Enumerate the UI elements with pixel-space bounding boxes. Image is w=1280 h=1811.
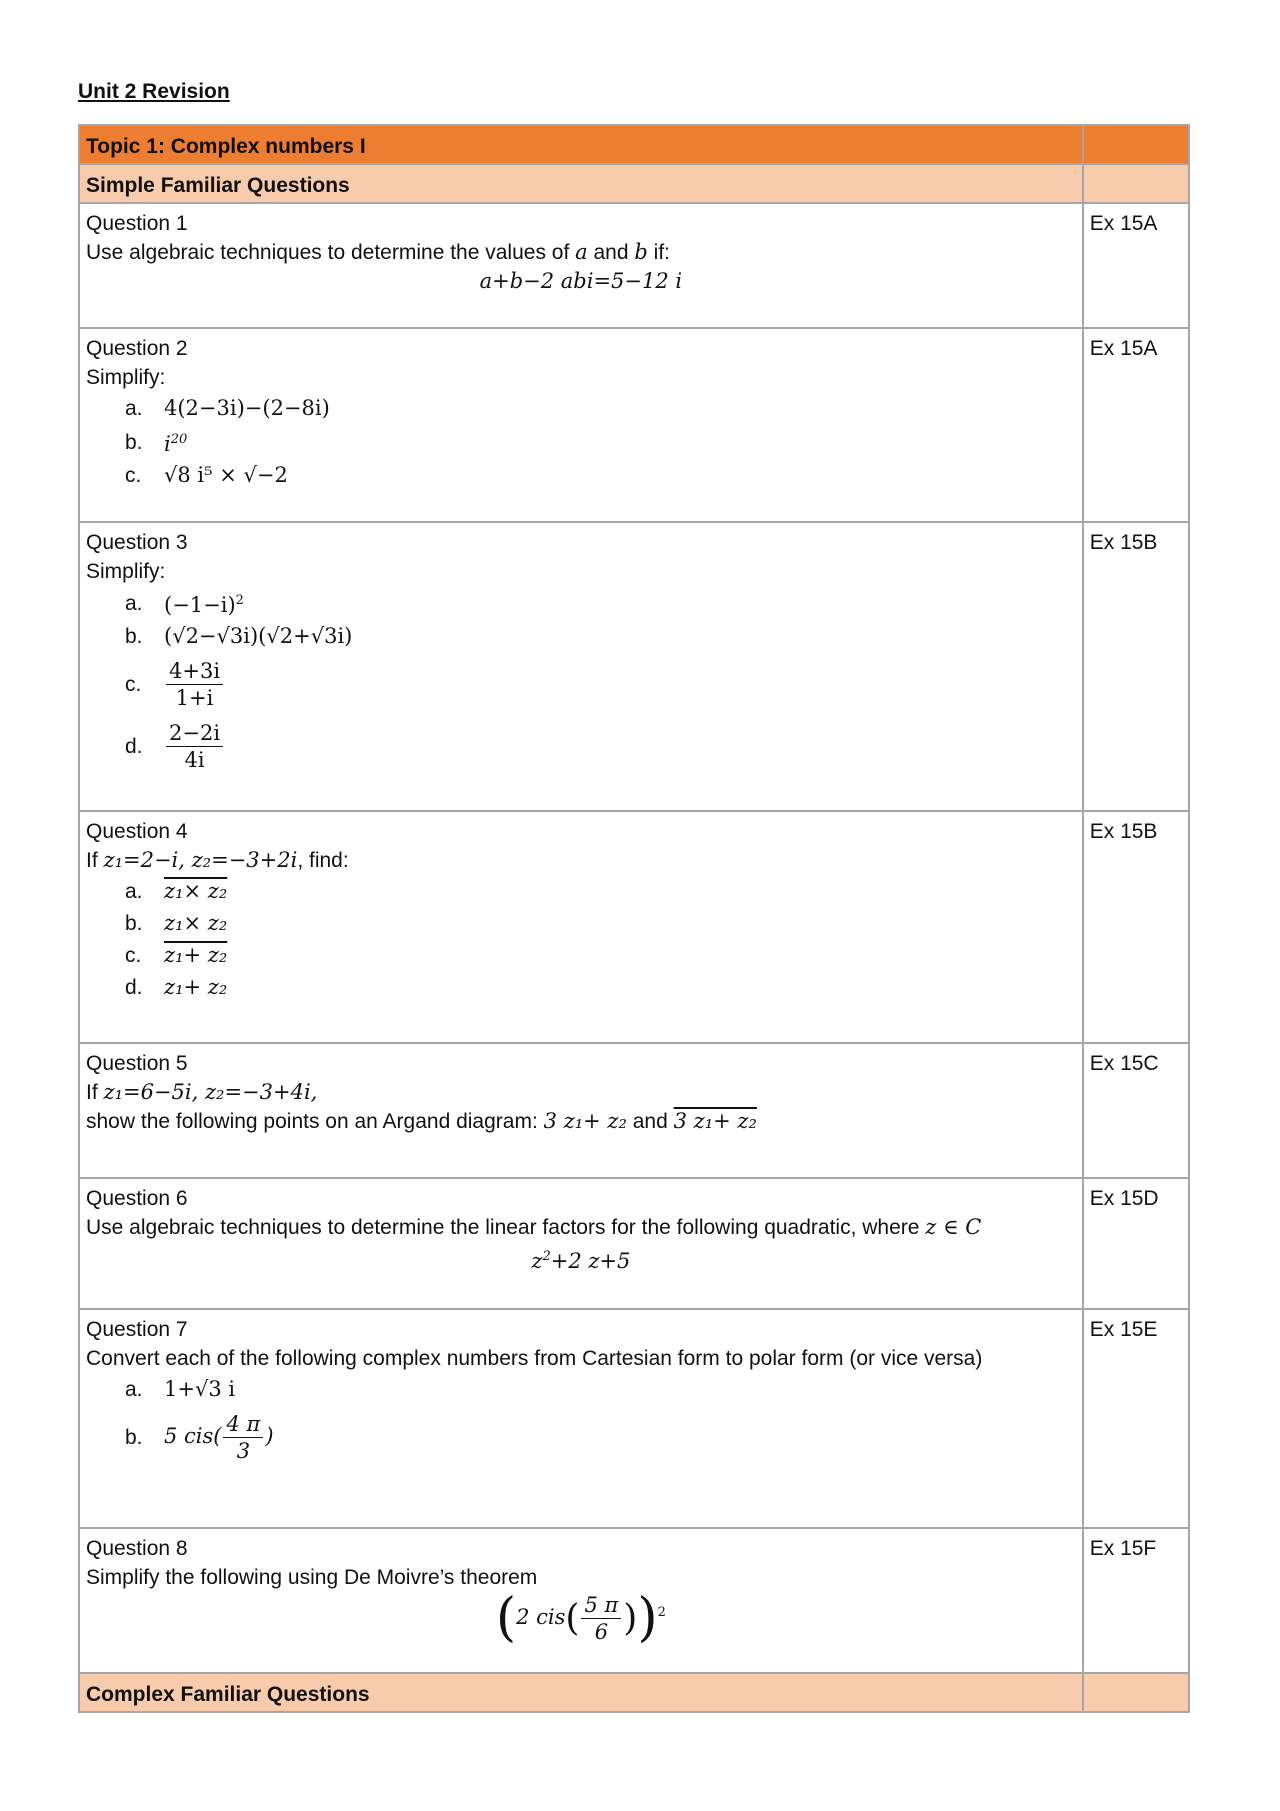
question-cell: [79, 203, 1083, 328]
exercise-ref: Ex 15B: [1083, 522, 1189, 811]
question-row-2: [79, 328, 1189, 522]
section-title-complex: Complex Familiar Questions: [79, 1673, 1083, 1712]
question-title: Question 4: [86, 820, 188, 843]
list-item: b. 5 cis( $\frac{4 \pi}{3}$ ): [125, 1411, 274, 1463]
exercise-ref: Ex 15F: [1083, 1528, 1189, 1673]
exercise-ref: Ex 15C: [1083, 1043, 1189, 1178]
expression: z₁+ z₂: [164, 942, 228, 967]
question-row-1: [79, 203, 1189, 328]
list-item: b. z₁× z₂: [86, 907, 1076, 939]
question-cell: [79, 1309, 1083, 1528]
expression: 5 cis( $\frac{4 \pi}{3}$ ): [164, 1411, 274, 1463]
question-cell: [79, 522, 1083, 811]
expression: z₁× z₂: [164, 910, 228, 935]
question-condition: If z₁=2−i, z₂=−3+2i, find:: [86, 848, 349, 872]
list-item: b. (√2−√3i)(√2+√3i): [86, 620, 1076, 653]
fraction: $\frac{2-2i}{4i}$: [166, 720, 223, 773]
expression: z₁+ z₂: [164, 974, 228, 999]
question-title: Question 7: [86, 1318, 188, 1341]
question-equation: a+b−2 abi=5−12 i: [479, 269, 683, 293]
exercise-ref: Ex 15A: [1083, 203, 1189, 328]
revision-table: [78, 124, 1190, 1713]
expression: 4(2−3i)−(2−8i): [164, 396, 330, 420]
question-row-6: [79, 1178, 1189, 1309]
list-item: d. z₁+ z₂: [86, 971, 1076, 1003]
exercise-ref: Ex 15D: [1083, 1178, 1189, 1309]
fraction: $\frac{4+3i}{1+i}$: [166, 658, 223, 711]
question-title: Question 3: [86, 531, 188, 554]
question-text: Use algebraic techniques to determine the values of a and b if:: [86, 240, 670, 264]
list-item: c. √8 i⁵ × √−2: [86, 459, 1076, 492]
question-instruction: Simplify:: [86, 560, 166, 583]
fraction: $\frac{5 \pi}{6}$: [581, 1592, 621, 1645]
question-row-8: [79, 1528, 1189, 1673]
question-cell: [79, 811, 1083, 1043]
question-title: Question 6: [86, 1187, 188, 1210]
expression: 1+√3 i: [164, 1377, 236, 1401]
question-condition: If z₁=6−5i, z₂=−3+4i,: [86, 1080, 318, 1104]
question-title: Question 2: [86, 337, 188, 360]
question-equation: (2 cis( $\frac{5 \pi}{6}$ ))$^2$: [495, 1588, 666, 1648]
expression: $(-1-i)^2$: [164, 593, 244, 617]
question-text: show the following points on an Argand diagram: 3 z₁+ z₂ and 3 z₁+ z₂: [86, 1109, 757, 1133]
question-equation: $z^2+2$ z+5: [531, 1249, 631, 1273]
question-text: Convert each of the following complex numbers from Cartesian form to polar form (or vice versa): [86, 1347, 983, 1370]
list-item: a. z₁× z₂: [86, 875, 1076, 907]
exercise-ref: Ex 15E: [1083, 1309, 1189, 1528]
question-items: [86, 875, 1076, 1003]
list-item: c. $\frac{4+3i}{1+i}$: [86, 653, 1076, 715]
list-item: c. z₁+ z₂: [86, 939, 1076, 971]
question-row-5: [79, 1043, 1189, 1178]
question-items: [86, 392, 1076, 492]
section-row-simple: [79, 164, 1189, 203]
question-row-7: [79, 1309, 1189, 1528]
question-text: Simplify the following using De Moivre’s theorem: [86, 1566, 538, 1589]
question-row-3: [79, 522, 1189, 811]
expression: √8 i⁵ × √−2: [164, 463, 288, 487]
question-cell: [79, 328, 1083, 522]
question-items: [86, 1373, 1076, 1468]
expression: $i^{20}$: [164, 432, 188, 456]
question-cell: [79, 1178, 1083, 1309]
question-instruction: Simplify:: [86, 366, 166, 389]
exercise-ref: Ex 15B: [1083, 811, 1189, 1043]
question-text: Use algebraic techniques to determine the linear factors for the following quadratic, where z ∈ C: [86, 1215, 982, 1239]
section-title-simple: Simple Familiar Questions: [79, 164, 1083, 203]
list-item: a. 1+√3 i: [86, 1373, 1076, 1406]
question-cell: [79, 1528, 1083, 1673]
list-item: a. 4(2−3i)−(2−8i): [86, 392, 1076, 425]
expression: z₁× z₂: [164, 878, 228, 903]
list-item: d. $\frac{2-2i}{4i}$: [86, 715, 1076, 777]
section-row-complex: [79, 1673, 1189, 1712]
topic-header: Topic 1: Complex numbers I: [79, 125, 1083, 164]
fraction: $\frac{4 \pi}{3}$: [223, 1411, 263, 1464]
question-title: Question 5: [86, 1052, 188, 1075]
list-item: b. $i^{20}$: [86, 425, 1076, 459]
expression: (√2−√3i)(√2+√3i): [164, 624, 353, 648]
question-items: [86, 586, 1076, 777]
topic-header-row: [79, 125, 1189, 164]
list-item: a. $(-1-i)^2$: [86, 586, 1076, 620]
question-title: Question 1: [86, 212, 188, 235]
question-row-4: [79, 811, 1189, 1043]
question-title: Question 8: [86, 1537, 188, 1560]
page-title: Unit 2 Revision: [78, 80, 230, 103]
exercise-ref: Ex 15A: [1083, 328, 1189, 522]
question-cell: [79, 1043, 1083, 1178]
